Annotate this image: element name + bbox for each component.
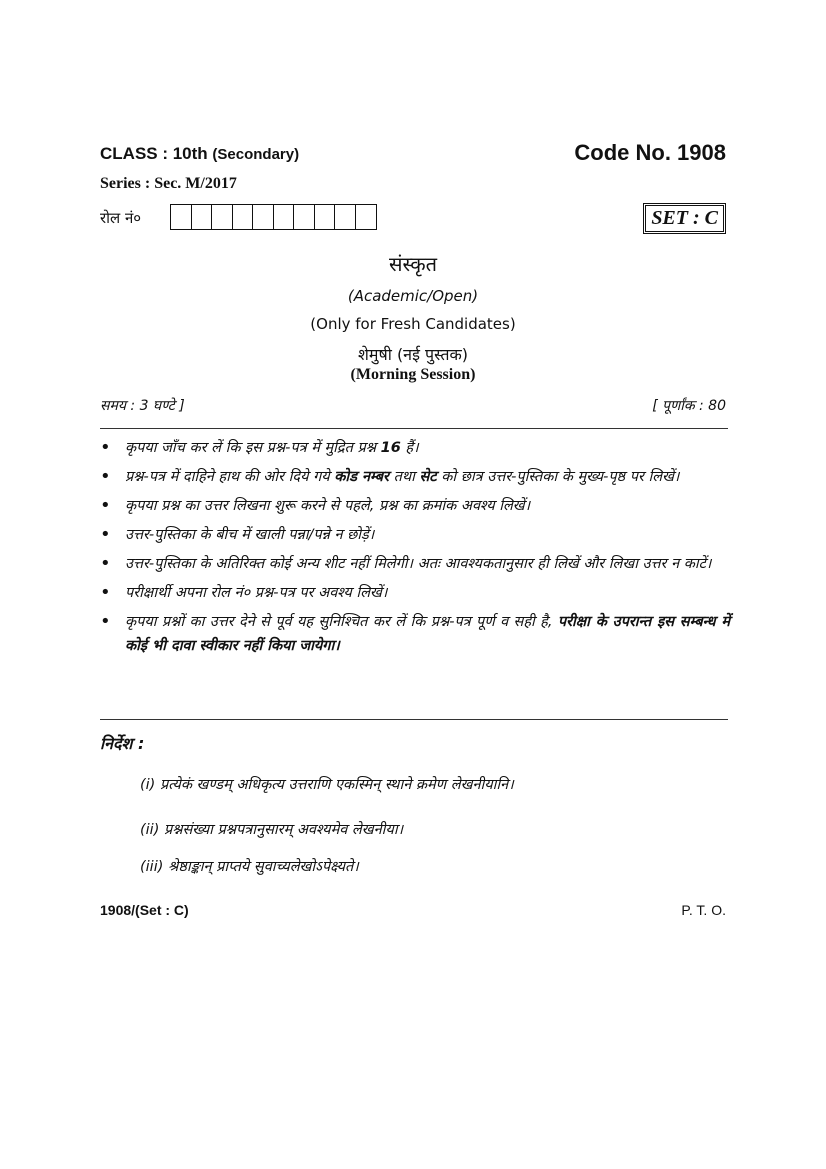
divider xyxy=(100,428,728,429)
roll-digit-box xyxy=(192,205,213,229)
code-number: Code No. 1908 xyxy=(574,140,726,165)
roll-digit-box xyxy=(253,205,274,229)
session-label: (Morning Session) xyxy=(350,366,476,383)
series-label: Series : Sec. M/2017 xyxy=(100,175,237,192)
roll-digit-box xyxy=(171,205,192,229)
instruction-item: • परीक्षार्थी अपना रोल नं० प्रश्न-पत्र पर अवश्य लिखें। xyxy=(100,581,730,605)
directions-heading: निर्देश : xyxy=(100,734,145,753)
max-marks: [ पूर्णांक : 80 xyxy=(652,398,726,414)
direction-item: (iii) श्रेष्ठाङ्कान् प्राप्तये सुवाच्यलेखोऽपेक्ष्यते। xyxy=(140,859,359,875)
instruction-item: • कृपया जाँच कर लें कि इस प्रश्न-पत्र में मुद्रित प्रश्न 16 हैं। xyxy=(100,436,730,460)
roll-number-label: रोल नं० xyxy=(100,209,142,227)
instruction-item: • कृपया प्रश्नों का उत्तर देने से पूर्व यह सुनिश्चित कर लें कि प्रश्न-पत्र पूर्ण व सही है, परीक्षा के उपरान्त इस सम्बन्ध में कोई भी दावा स्वीकार नहीं किया जायेगा। xyxy=(100,610,730,658)
time-allowed: समय : 3 घण्टे ] xyxy=(100,398,185,414)
instruction-item: • उत्तर-पुस्तिका के अतिरिक्त कोई अन्य शीट नहीं मिलेगी। अतः आवश्यकतानुसार ही लिखें और लिखा उत्तर न काटें। xyxy=(100,552,730,576)
class-main: CLASS : 10th xyxy=(100,144,208,163)
class-sub: (Secondary) xyxy=(212,146,300,163)
class-heading xyxy=(100,144,299,164)
roll-digit-box xyxy=(233,205,254,229)
roll-number-boxes xyxy=(170,204,377,230)
roll-digit-box xyxy=(356,205,377,229)
set-label: SET : C xyxy=(645,205,724,232)
instruction-item: • कृपया प्रश्न का उत्तर लिखना शुरू करने से पहले, प्रश्न का क्रमांक अवश्य लिखें। xyxy=(100,494,730,518)
instruction-item: • प्रश्न-पत्र में दाहिने हाथ की ओर दिये गये कोड नम्बर तथा सेट को छात्र उत्तर-पुस्तिका के मुख्य-पृष्ठ पर लिखें। xyxy=(100,465,730,489)
footer-code: 1908/(Set : C) xyxy=(100,902,189,918)
instruction-item: • उत्तर-पुस्तिका के बीच में खाली पन्ना/पन्ने न छोड़ें। xyxy=(100,523,730,547)
divider xyxy=(100,719,728,720)
fresh-candidates-label: (Only for Fresh Candidates) xyxy=(310,315,516,333)
subject-title: संस्कृत xyxy=(388,252,438,276)
direction-item: (i) प्रत्येकं खण्डम् अधिकृत्य उत्तराणि एकस्मिन् स्थाने क्रमेण लेखनीयानि। xyxy=(140,777,514,793)
roll-digit-box xyxy=(315,205,336,229)
roll-digit-box xyxy=(274,205,295,229)
academic-label: (Academic/Open) xyxy=(347,287,479,305)
instructions-list xyxy=(100,436,730,663)
footer-pto: P. T. O. xyxy=(681,902,726,918)
roll-digit-box xyxy=(335,205,356,229)
direction-item: (ii) प्रश्नसंख्या प्रश्नपत्रानुसारम् अवश्यमेव लेखनीया। xyxy=(140,822,404,838)
book-label: शेमुषी (नई पुस्तक) xyxy=(358,345,468,364)
roll-digit-box xyxy=(294,205,315,229)
set-badge xyxy=(643,203,726,234)
roll-digit-box xyxy=(212,205,233,229)
